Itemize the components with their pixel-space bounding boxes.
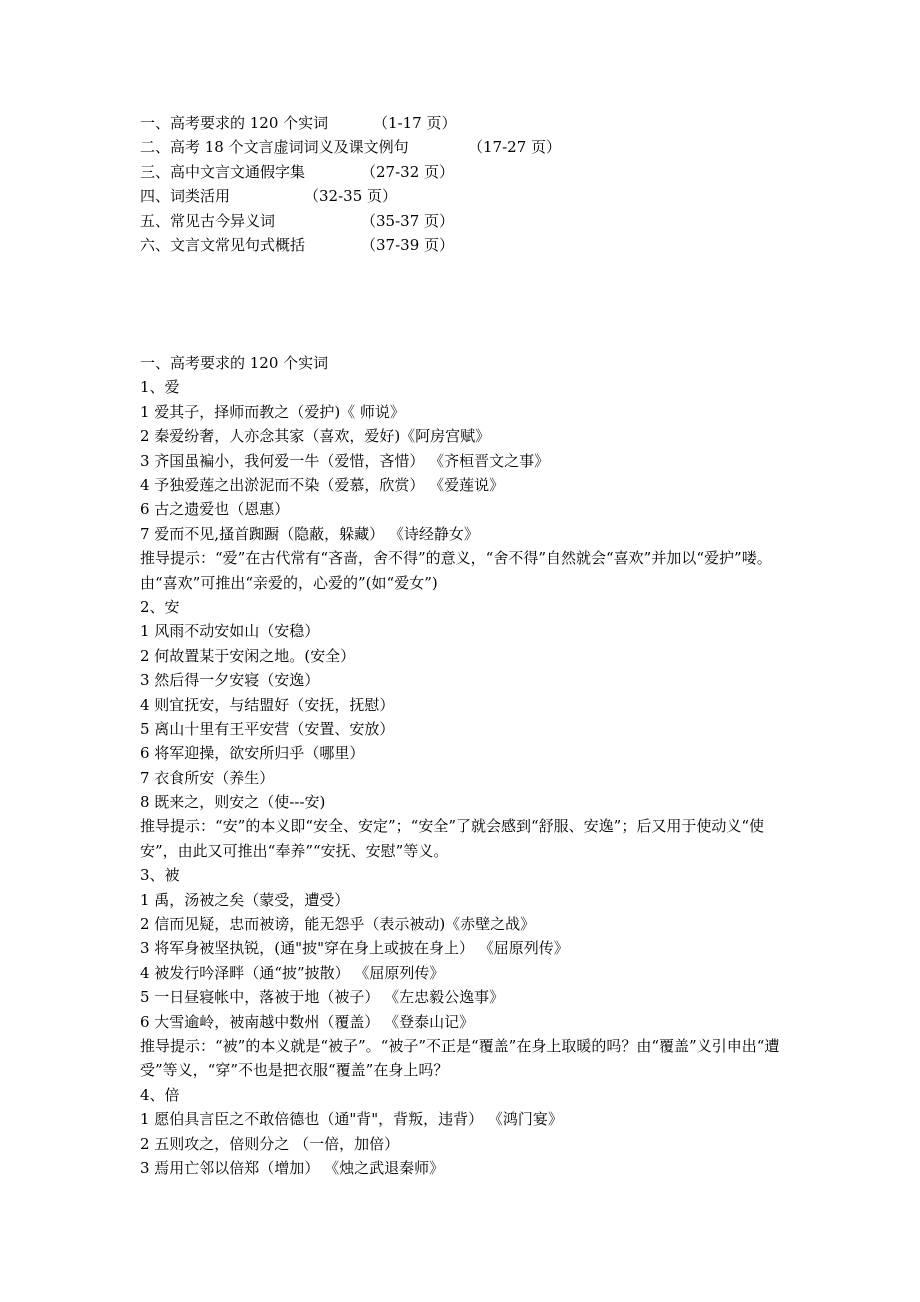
toc-entry-title: 六、文言文常见句式概括 (140, 235, 306, 254)
toc-entry-pages: （17-27 页） (468, 138, 562, 157)
example-line: 2 信而见疑，忠而被谤，能无怨乎（表示被动)《赤壁之战》 (140, 915, 536, 934)
example-line: 8 既来之，则安之（使---安) (140, 793, 326, 812)
example-line: 1 爱其子，择师而教之（爱护)《 师说》 (140, 402, 405, 421)
example-line: 3 齐国虽褊小，我何爱一牛（爱惜，吝惜） 《齐桓晋文之事》 (140, 451, 550, 470)
example-line: 1 愿伯具言臣之不敢倍德也（通"背"，背叛，违背） 《鸿门宴》 (140, 1110, 563, 1129)
example-line: 2 何故置某于安闲之地。(安全） (140, 646, 356, 665)
toc-entry (140, 233, 840, 257)
toc-entry-title: 四、词类活用 (140, 187, 231, 206)
derivation-hint: 推导提示：“被”的本义就是“被子”。“被子”不正是“覆盖”在身上取暖的吗？由“覆盖”义引申出“遭受”等义，“穿”不也是把衣服“覆盖”在身上吗？ (140, 1037, 780, 1080)
example-line: 4 予独爱莲之出淤泥而不染（爱慕，欣赏） 《爱莲说》 (140, 475, 505, 494)
example-line: 6 将军迎操，欲安所归乎（哪里） (140, 744, 365, 763)
example-line: 2 五则攻之，倍则分之 （一倍，加倍） (140, 1134, 400, 1153)
example-line: 1 禹，汤被之矣（蒙受，遭受） (140, 890, 350, 909)
section-heading: 一、高考要求的 120 个实词 (140, 354, 329, 372)
example-line: 1 风雨不动安如山（安稳） (140, 622, 320, 641)
example-line: 7 爱而不见,搔首踟蹰（隐蔽，躲藏） 《诗经静女》 (140, 524, 479, 543)
example-line: 6 古之遗爱也（恩惠） (140, 500, 290, 519)
derivation-hint: 推导提示：“安”的本义即“安全、安定”；“安全”了就会感到“舒服、安逸”；后又用于使动义“使安”，由此又可推出“奉养”“安抚、安慰”等义。 (140, 817, 765, 860)
entry-heading: 1、爱 (140, 378, 180, 397)
example-line: 4 则宜抚安，与结盟好（安抚，抚慰） (140, 695, 395, 714)
example-line: 4 被发行吟泽畔（通“披”披散） 《屈原列传》 (140, 963, 445, 982)
toc-entry-title: 一、高考要求的 120 个实词 (140, 114, 329, 132)
example-line: 3 焉用亡邻以倍郑（增加） 《烛之武退秦师》 (140, 1158, 445, 1177)
example-line: 7 衣食所安（养生） (140, 768, 275, 787)
example-line: 3 将军身被坚执锐，(通"披"穿在身上或披在身上） 《屈原列传》 (140, 939, 569, 958)
entry-heading: 3、被 (140, 866, 180, 885)
toc-entry-title: 五、常见古今异义词 (140, 211, 276, 230)
toc-entry-pages: （27-32 页） (361, 162, 455, 181)
table-of-contents (140, 111, 840, 257)
derivation-hint: 推导提示：“爱”在古代常有“吝啬，舍不得”的意义，“舍不得”自然就会“喜欢”并加以“爱护”喽。由“喜欢”可推出“亲爱的，心爱的”(如“爱女”) (140, 549, 772, 592)
example-line: 5 一日昼寝帐中，落被于地（被子） 《左忠毅公逸事》 (140, 988, 505, 1007)
example-line: 2 秦爱纷奢，人亦念其家（喜欢，爱好)《阿房宫赋》 (140, 427, 491, 446)
toc-entry-pages: （35-37 页） (361, 211, 455, 230)
toc-entry-pages: （32-35 页） (304, 187, 398, 206)
toc-entry-title: 二、高考 18 个文言虚词词义及课文例句 (140, 138, 409, 157)
toc-entry (140, 135, 840, 159)
entry-heading: 4、倍 (140, 1085, 180, 1104)
toc-entry-pages: （37-39 页） (361, 235, 455, 254)
example-line: 5 离山十里有王平安营（安置、安放） (140, 719, 395, 738)
entry-heading: 2、安 (140, 597, 180, 616)
toc-entry-title: 三、高中文言文通假字集 (140, 162, 306, 181)
example-line: 6 大雪逾岭，被南越中数州（覆盖） 《登泰山记》 (140, 1012, 475, 1031)
document-body (140, 351, 790, 1180)
toc-entry-pages: （1-17 页） (373, 114, 457, 132)
toc-entry (140, 111, 840, 135)
example-line: 3 然后得一夕安寝（安逸） (140, 671, 320, 690)
toc-entry (140, 184, 840, 208)
toc-entry (140, 160, 840, 184)
toc-entry (140, 209, 840, 233)
